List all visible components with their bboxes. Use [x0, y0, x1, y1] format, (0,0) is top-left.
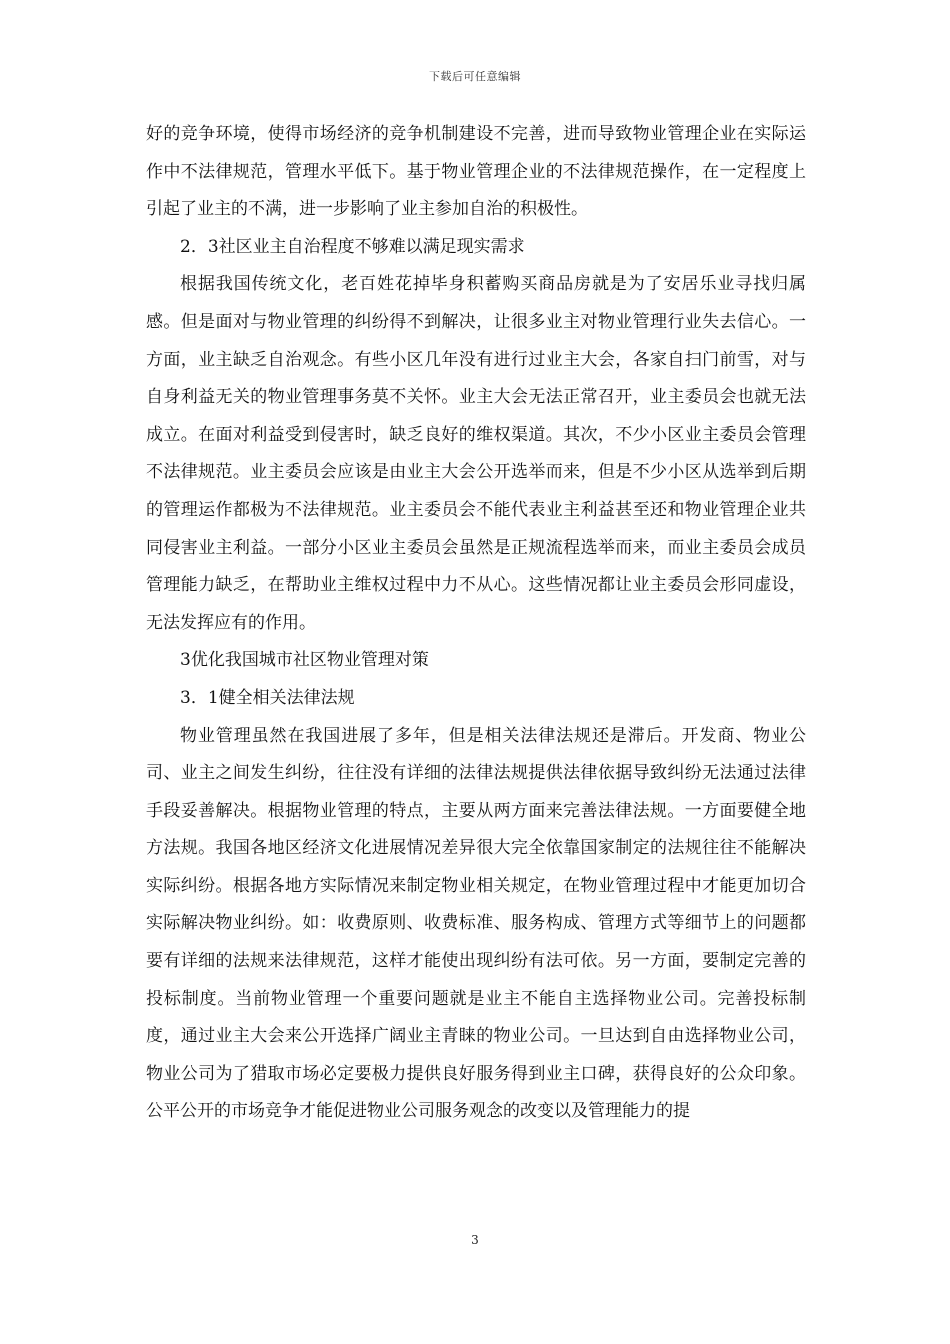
- page-number: 3: [471, 1233, 479, 1247]
- paragraph-continued: 好的竞争环境，使得市场经济的竞争机制建设不完善，进而导致物业管理企业在实际运作中不法律规范，管理水平低下。基于物业管理企业的不法律规范操作，在一定程度上引起了业主的不满，进一步影响了业主参加自治的积极性。: [146, 124, 806, 220]
- section-heading-3-1: 3．1健全相关法律法规: [180, 687, 355, 708]
- section-heading-3: 3优化我国城市社区物业管理对策: [180, 650, 429, 671]
- paragraph: 根据我国传统文化，老百姓花掉毕身积蓄购买商品房就是为了安居乐业寻找归属感。但是面对与物业管理的纠纷得不到解决，让很多业主对物业管理行业失去信心。一方面，业主缺乏自治观念。有些小区几年没有进行过业主大会，各家自扫门前雪，对与自身利益无关的物业管理事务莫不关怀。业主大会无法正常召开，业主委员会也就无法成立。在面对利益受到侵害时，缺乏良好的维权渠道。其次，不少小区业主委员会管理不法律规范。业主委员会应该是由业主大会公开选举而来，但是不少小区从选举到后期的管理运作都极为不法律规范。业主委员会不能代表业主利益甚至还和物业管理企业共同侵害业主利益。一部分小区业主委员会虽然是正规流程选举而来，而业主委员会成员管理能力缺乏，在帮助业主维权过程中力不从心。这些情况都让业主委员会形同虚设，无法发挥应有的作用。: [146, 274, 806, 633]
- document-body: [146, 116, 806, 1131]
- page-header: 下载后可任意编辑: [429, 70, 521, 83]
- section-heading-2-3: 2．3社区业主自治程度不够难以满足现实需求: [180, 236, 525, 257]
- paragraph: 物业管理虽然在我国进展了多年，但是相关法律法规还是滞后。开发商、物业公司、业主之间发生纠纷，往往没有详细的法律法规提供法律依据导致纠纷无法通过法律手段妥善解决。根据物业管理的特点，主要从两方面来完善法律法规。一方面要健全地方法规。我国各地区经济文化进展情况差异很大完全依靠国家制定的法规往往不能解决实际纠纷。根据各地方实际情况来制定物业相关规定，在物业管理过程中才能更加切合实际解决物业纠纷。如：收费原则、收费标准、服务构成、管理方式等细节上的问题都要有详细的法规来法律规范，这样才能使出现纠纷有法可依。另一方面，要制定完善的投标制度。当前物业管理一个重要问题就是业主不能自主选择物业公司。完善投标制度，通过业主大会来公开选择广阔业主青睐的物业公司。一旦达到自由选择物业公司，物业公司为了猎取市场必定要极力提供良好服务得到业主口碑，获得良好的公众印象。公平公开的市场竞争才能促进物业公司服务观念的改变以及管理能力的提: [146, 725, 806, 1122]
